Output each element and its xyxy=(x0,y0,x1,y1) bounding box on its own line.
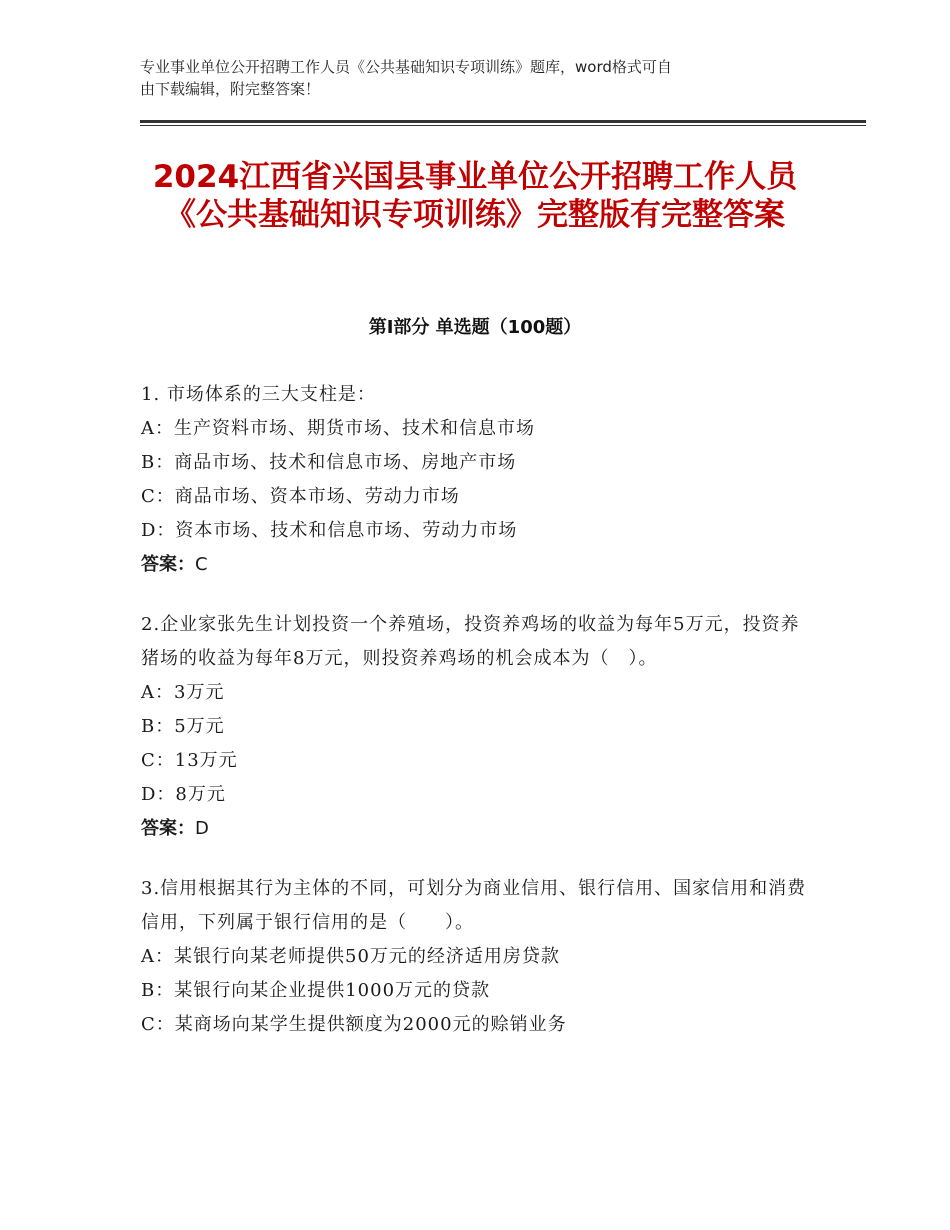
option-c: C：13万元 xyxy=(141,750,238,771)
option-b: B：某银行向某企业提供1000万元的贷款 xyxy=(141,980,491,1001)
question-list xyxy=(141,378,813,1068)
answer-value: C xyxy=(195,554,208,575)
header-note: 专业事业单位公开招聘工作人员《公共基础知识专项训练》题库，word格式可自 由下载编辑，附完整答案！ xyxy=(140,58,672,98)
option-a: A：生产资料市场、期货市场、技术和信息市场 xyxy=(141,418,535,439)
question-3 xyxy=(141,872,813,1042)
section-title: 第Ⅰ部分 单选题（100题） xyxy=(368,317,582,338)
answer-line xyxy=(141,548,813,582)
question-stem: 2.企业家张先生计划投资一个养殖场，投资养鸡场的收益为每年5万元，投资养猪场的收益为每年8万元，则投资养鸡场的机会成本为（ ）。 xyxy=(141,614,800,669)
question-2 xyxy=(141,608,813,846)
header-rule-thick xyxy=(140,120,866,123)
option-d: D：资本市场、技术和信息市场、劳动力市场 xyxy=(141,520,518,541)
option-b: B：商品市场、技术和信息市场、房地产市场 xyxy=(141,452,517,473)
option-b: B：5万元 xyxy=(141,716,225,737)
option-c: C：商品市场、资本市场、劳动力市场 xyxy=(141,486,460,507)
header-rule-thin xyxy=(140,125,866,126)
answer-label: 答案： xyxy=(141,818,195,839)
answer-label: 答案： xyxy=(141,554,195,575)
question-1 xyxy=(141,378,813,582)
document-title: 2024江西省兴国县事业单位公开招聘工作人员《公共基础知识专项训练》完整版有完整答案 xyxy=(152,159,798,233)
answer-line xyxy=(141,812,813,846)
option-a: A：3万元 xyxy=(141,682,225,703)
question-stem: 1. 市场体系的三大支柱是： xyxy=(141,384,376,405)
question-stem: 3.信用根据其行为主体的不同，可划分为商业信用、银行信用、国家信用和消费信用，下列属于银行信用的是（ ）。 xyxy=(141,878,807,933)
option-a: A：某银行向某老师提供50万元的经济适用房贷款 xyxy=(141,946,560,967)
option-d: D：8万元 xyxy=(141,784,226,805)
option-c: C：某商场向某学生提供额度为2000元的赊销业务 xyxy=(141,1014,567,1035)
answer-value: D xyxy=(195,818,209,839)
